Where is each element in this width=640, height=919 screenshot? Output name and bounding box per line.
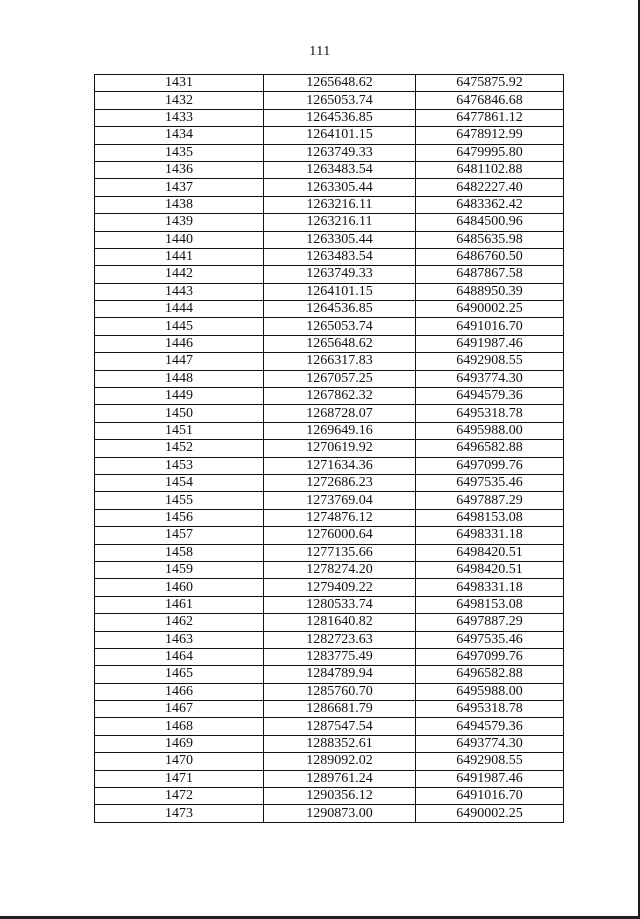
y-coordinate-cell: 6488950.39	[416, 283, 564, 300]
y-coordinate-cell: 6497887.29	[416, 614, 564, 631]
x-coordinate-cell: 1263749.33	[264, 266, 416, 283]
point-number-cell: 1433	[95, 109, 264, 126]
table-row	[95, 179, 564, 196]
x-coordinate-cell: 1263216.11	[264, 214, 416, 231]
table-row	[95, 214, 564, 231]
x-coordinate-cell: 1276000.64	[264, 527, 416, 544]
point-number-cell: 1441	[95, 248, 264, 265]
point-number-cell: 1453	[95, 457, 264, 474]
y-coordinate-cell: 6492908.55	[416, 753, 564, 770]
x-coordinate-cell: 1288352.61	[264, 735, 416, 752]
table-row	[95, 301, 564, 318]
point-number-cell: 1460	[95, 579, 264, 596]
point-number-cell: 1431	[95, 75, 264, 92]
x-coordinate-cell: 1269649.16	[264, 422, 416, 439]
point-number-cell: 1449	[95, 388, 264, 405]
table-row	[95, 144, 564, 161]
point-number-cell: 1442	[95, 266, 264, 283]
table-row	[95, 805, 564, 822]
x-coordinate-cell: 1263483.54	[264, 248, 416, 265]
point-number-cell: 1440	[95, 231, 264, 248]
point-number-cell: 1471	[95, 770, 264, 787]
x-coordinate-cell: 1286681.79	[264, 701, 416, 718]
point-number-cell: 1439	[95, 214, 264, 231]
x-coordinate-cell: 1274876.12	[264, 509, 416, 526]
table-row	[95, 770, 564, 787]
y-coordinate-cell: 6485635.98	[416, 231, 564, 248]
point-number-cell: 1432	[95, 92, 264, 109]
x-coordinate-cell: 1278274.20	[264, 561, 416, 578]
y-coordinate-cell: 6487867.58	[416, 266, 564, 283]
table-row	[95, 92, 564, 109]
y-coordinate-cell: 6497535.46	[416, 631, 564, 648]
x-coordinate-cell: 1264536.85	[264, 301, 416, 318]
point-number-cell: 1451	[95, 422, 264, 439]
point-number-cell: 1462	[95, 614, 264, 631]
point-number-cell: 1446	[95, 335, 264, 352]
y-coordinate-cell: 6484500.96	[416, 214, 564, 231]
table-row	[95, 457, 564, 474]
table-row	[95, 492, 564, 509]
x-coordinate-cell: 1277135.66	[264, 544, 416, 561]
point-number-cell: 1454	[95, 474, 264, 491]
y-coordinate-cell: 6477861.12	[416, 109, 564, 126]
x-coordinate-cell: 1280533.74	[264, 596, 416, 613]
x-coordinate-cell: 1263305.44	[264, 179, 416, 196]
x-coordinate-cell: 1265053.74	[264, 318, 416, 335]
x-coordinate-cell: 1263305.44	[264, 231, 416, 248]
point-number-cell: 1461	[95, 596, 264, 613]
y-coordinate-cell: 6494579.36	[416, 388, 564, 405]
y-coordinate-cell: 6495988.00	[416, 422, 564, 439]
table-row	[95, 405, 564, 422]
table-row	[95, 248, 564, 265]
point-number-cell: 1445	[95, 318, 264, 335]
point-number-cell: 1448	[95, 370, 264, 387]
y-coordinate-cell: 6492908.55	[416, 353, 564, 370]
y-coordinate-cell: 6498331.18	[416, 527, 564, 544]
table-row	[95, 422, 564, 439]
point-number-cell: 1466	[95, 683, 264, 700]
x-coordinate-cell: 1290356.12	[264, 788, 416, 805]
point-number-cell: 1437	[95, 179, 264, 196]
table-row	[95, 648, 564, 665]
x-coordinate-cell: 1281640.82	[264, 614, 416, 631]
point-number-cell: 1459	[95, 561, 264, 578]
table-row	[95, 753, 564, 770]
table-row	[95, 318, 564, 335]
y-coordinate-cell: 6497887.29	[416, 492, 564, 509]
y-coordinate-cell: 6490002.25	[416, 805, 564, 822]
y-coordinate-cell: 6479995.80	[416, 144, 564, 161]
y-coordinate-cell: 6482227.40	[416, 179, 564, 196]
point-number-cell: 1458	[95, 544, 264, 561]
x-coordinate-cell: 1271634.36	[264, 457, 416, 474]
y-coordinate-cell: 6495318.78	[416, 405, 564, 422]
x-coordinate-cell: 1264101.15	[264, 283, 416, 300]
table-row	[95, 735, 564, 752]
point-number-cell: 1444	[95, 301, 264, 318]
y-coordinate-cell: 6491016.70	[416, 788, 564, 805]
table-row	[95, 109, 564, 126]
table-row	[95, 701, 564, 718]
table-row	[95, 631, 564, 648]
x-coordinate-cell: 1263216.11	[264, 196, 416, 213]
y-coordinate-cell: 6495318.78	[416, 701, 564, 718]
table-row	[95, 440, 564, 457]
x-coordinate-cell: 1265053.74	[264, 92, 416, 109]
x-coordinate-cell: 1264536.85	[264, 109, 416, 126]
table-row	[95, 283, 564, 300]
y-coordinate-cell: 6491987.46	[416, 770, 564, 787]
x-coordinate-cell: 1264101.15	[264, 127, 416, 144]
y-coordinate-cell: 6483362.42	[416, 196, 564, 213]
x-coordinate-cell: 1279409.22	[264, 579, 416, 596]
point-number-cell: 1469	[95, 735, 264, 752]
point-number-cell: 1435	[95, 144, 264, 161]
y-coordinate-cell: 6493774.30	[416, 735, 564, 752]
x-coordinate-cell: 1267057.25	[264, 370, 416, 387]
point-number-cell: 1436	[95, 161, 264, 178]
y-coordinate-cell: 6476846.68	[416, 92, 564, 109]
point-number-cell: 1443	[95, 283, 264, 300]
x-coordinate-cell: 1268728.07	[264, 405, 416, 422]
point-number-cell: 1473	[95, 805, 264, 822]
y-coordinate-cell: 6497535.46	[416, 474, 564, 491]
table-row	[95, 579, 564, 596]
table-row	[95, 788, 564, 805]
x-coordinate-cell: 1287547.54	[264, 718, 416, 735]
table-row	[95, 509, 564, 526]
x-coordinate-cell: 1270619.92	[264, 440, 416, 457]
x-coordinate-cell: 1290873.00	[264, 805, 416, 822]
point-number-cell: 1464	[95, 648, 264, 665]
point-number-cell: 1434	[95, 127, 264, 144]
x-coordinate-cell: 1267862.32	[264, 388, 416, 405]
point-number-cell: 1463	[95, 631, 264, 648]
y-coordinate-cell: 6495988.00	[416, 683, 564, 700]
table-row	[95, 388, 564, 405]
table-row	[95, 683, 564, 700]
coordinates-table	[94, 74, 564, 823]
y-coordinate-cell: 6494579.36	[416, 718, 564, 735]
table-row	[95, 596, 564, 613]
point-number-cell: 1468	[95, 718, 264, 735]
point-number-cell: 1456	[95, 509, 264, 526]
x-coordinate-cell: 1282723.63	[264, 631, 416, 648]
table-row	[95, 161, 564, 178]
x-coordinate-cell: 1263749.33	[264, 144, 416, 161]
x-coordinate-cell: 1272686.23	[264, 474, 416, 491]
point-number-cell: 1447	[95, 353, 264, 370]
point-number-cell: 1465	[95, 666, 264, 683]
table-row	[95, 718, 564, 735]
y-coordinate-cell: 6498420.51	[416, 544, 564, 561]
y-coordinate-cell: 6491016.70	[416, 318, 564, 335]
y-coordinate-cell: 6481102.88	[416, 161, 564, 178]
x-coordinate-cell: 1266317.83	[264, 353, 416, 370]
y-coordinate-cell: 6497099.76	[416, 457, 564, 474]
x-coordinate-cell: 1289092.02	[264, 753, 416, 770]
table-row	[95, 231, 564, 248]
y-coordinate-cell: 6496582.88	[416, 666, 564, 683]
table-row	[95, 196, 564, 213]
y-coordinate-cell: 6493774.30	[416, 370, 564, 387]
table-row	[95, 561, 564, 578]
point-number-cell: 1467	[95, 701, 264, 718]
x-coordinate-cell: 1263483.54	[264, 161, 416, 178]
table-row	[95, 614, 564, 631]
point-number-cell: 1472	[95, 788, 264, 805]
table-row	[95, 666, 564, 683]
y-coordinate-cell: 6478912.99	[416, 127, 564, 144]
y-coordinate-cell: 6498331.18	[416, 579, 564, 596]
point-number-cell: 1452	[95, 440, 264, 457]
table-row	[95, 75, 564, 92]
x-coordinate-cell: 1273769.04	[264, 492, 416, 509]
table-row	[95, 335, 564, 352]
table-row	[95, 527, 564, 544]
y-coordinate-cell: 6497099.76	[416, 648, 564, 665]
y-coordinate-cell: 6490002.25	[416, 301, 564, 318]
x-coordinate-cell: 1265648.62	[264, 75, 416, 92]
y-coordinate-cell: 6496582.88	[416, 440, 564, 457]
table-row	[95, 474, 564, 491]
y-coordinate-cell: 6498420.51	[416, 561, 564, 578]
x-coordinate-cell: 1284789.94	[264, 666, 416, 683]
point-number-cell: 1438	[95, 196, 264, 213]
table-row	[95, 370, 564, 387]
coordinates-table-body	[95, 75, 564, 823]
table-row	[95, 266, 564, 283]
y-coordinate-cell: 6486760.50	[416, 248, 564, 265]
y-coordinate-cell: 6498153.08	[416, 596, 564, 613]
y-coordinate-cell: 6498153.08	[416, 509, 564, 526]
x-coordinate-cell: 1285760.70	[264, 683, 416, 700]
table-row	[95, 127, 564, 144]
x-coordinate-cell: 1283775.49	[264, 648, 416, 665]
page-number: 111	[309, 44, 331, 59]
point-number-cell: 1470	[95, 753, 264, 770]
table-row	[95, 353, 564, 370]
y-coordinate-cell: 6475875.92	[416, 75, 564, 92]
table-row	[95, 544, 564, 561]
point-number-cell: 1450	[95, 405, 264, 422]
x-coordinate-cell: 1289761.24	[264, 770, 416, 787]
point-number-cell: 1455	[95, 492, 264, 509]
x-coordinate-cell: 1265648.62	[264, 335, 416, 352]
point-number-cell: 1457	[95, 527, 264, 544]
y-coordinate-cell: 6491987.46	[416, 335, 564, 352]
